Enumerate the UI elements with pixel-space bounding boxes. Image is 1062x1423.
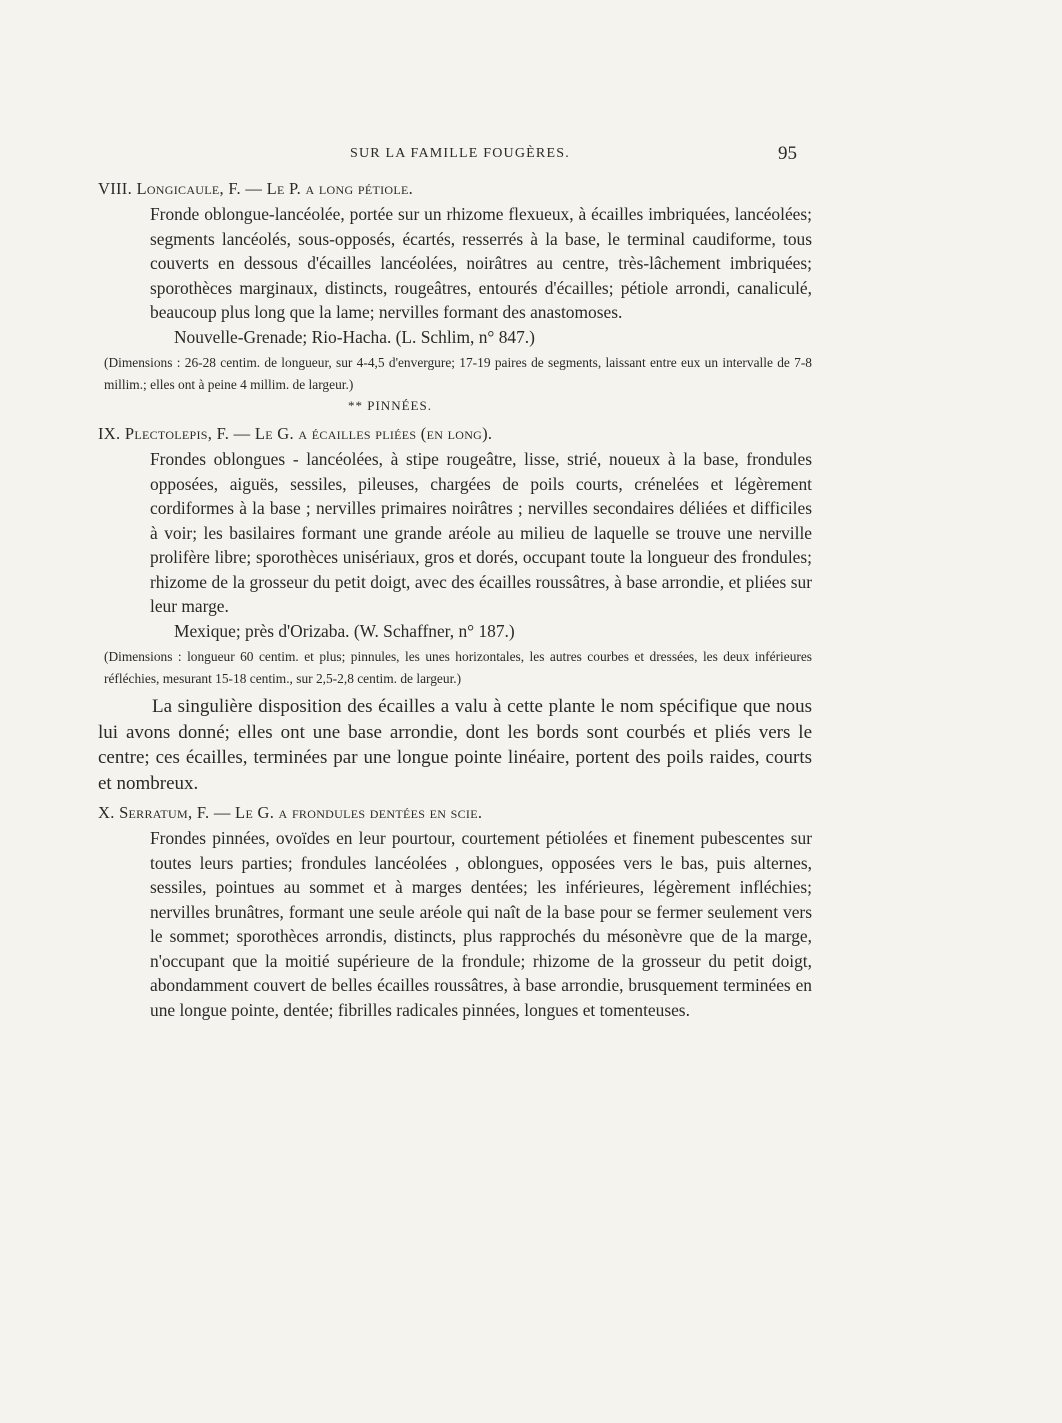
section-ix-remark-text: La singulière disposition des écailles a valu à cette plante le nom spécifique que nous lui avons donné; elles ont une base arrondie, dont les bords sont courbés et pliés vers le centre; ces écailles, terminées par une longue pointe linéaire, portent des poils raides, courts et nombreux. <box>98 696 812 794</box>
section-ix-locality: Mexique; près d'Orizaba. (W. Schaffner, n° 187.) <box>174 620 515 641</box>
page-body <box>98 172 812 1022</box>
subheading-pinnees: ** PINNÉES. <box>348 398 432 413</box>
page-number: 95 <box>778 143 797 164</box>
section-heading-ix: IX. Plectolepis, F. — Le G. a écailles pliées (en long). <box>98 424 493 443</box>
running-head <box>0 143 1062 168</box>
section-heading-x: X. Serratum, F. — Le G. a frondules dentées en scie. <box>98 803 483 822</box>
section-ix-description: Frondes oblongues - lancéolées, à stipe rougeâtre, lisse, strié, noueux à la base, frondules opposées, aiguës, sessiles, pileuses, chargées de poils courts, crénelées et légèrement cordiformes à la base ; nervilles primaires noirâtres ; nervilles secondaires déliées et difficiles à voir; les basilaires formant une grande aréole au milieu de laquelle se trouve une nerville prolifère libre; sporothèces unisériaux, gros et dorés, occupant toute la longueur des frondules; rhizome de la grosseur du petit doigt, avec des écailles roussâtres, à base arrondie, et pliées sur leur marge. <box>150 449 812 616</box>
section-viii-description: Fronde oblongue-lancéolée, portée sur un rhizome flexueux, à écailles imbriquées, lancéolées; segments lancéolés, sous-opposés, écartés, resserrés à la base, le terminal caudiforme, tous couverts en dessous d'écailles lancéolées, noirâtres au centre, très-lâchement imbriquées; sporothèces marginaux, distincts, rougeâtres, entourés d'écailles; pétiole arrondi, canaliculé, beaucoup plus long que la lame; nervilles formant des anastomoses. <box>150 204 812 322</box>
section-ix-dimensions: (Dimensions : longueur 60 centim. et plus; pinnules, les unes horizontales, les autres courbes et dressées, les deux inférieures réfléchies, mesurant 15-18 centim., sur 2,5-2,8 centim. de largeur.) <box>104 649 812 686</box>
running-title: SUR LA FAMILLE FOUGÈRES. <box>350 146 570 161</box>
section-viii-locality: Nouvelle-Grenade; Rio-Hacha. (L. Schlim, n° 847.) <box>174 326 535 347</box>
section-ix-remark <box>98 694 812 796</box>
section-x-description: Frondes pinnées, ovoïdes en leur pourtour, courtement pétiolées et finement pubescentes sur toutes leurs parties; frondules lancéolées , oblongues, opposées vers le bas, puis alternes, sessiles, pointues au sommet et à marges dentées; les inférieures, légèrement infléchies; nervilles brunâtres, formant une seule aréole qui naît de la base pour se fermer seulement vers le sommet; sporothèces arrondis, distincts, plus rapprochés du mésonèvre que de la marge, n'occupant que la moitié supérieure de la frondule; rhizome de la grosseur du petit doigt, abondamment couvert de belles écailles roussâtres, à base arrondie, brusquement terminées en une longue pointe, dentée; fibrilles radicales pinnées, longues et tomenteuses. <box>150 828 812 1020</box>
section-heading-viii: VIII. Longicaule, F. — Le P. a long pétiole. <box>98 179 414 198</box>
section-viii-dimensions: (Dimensions : 26-28 centim. de longueur, sur 4-4,5 d'envergure; 17-19 paires de segments, laissant entre eux un intervalle de 7-8 millim.; elles ont à peine 4 millim. de largeur.) <box>104 355 812 392</box>
